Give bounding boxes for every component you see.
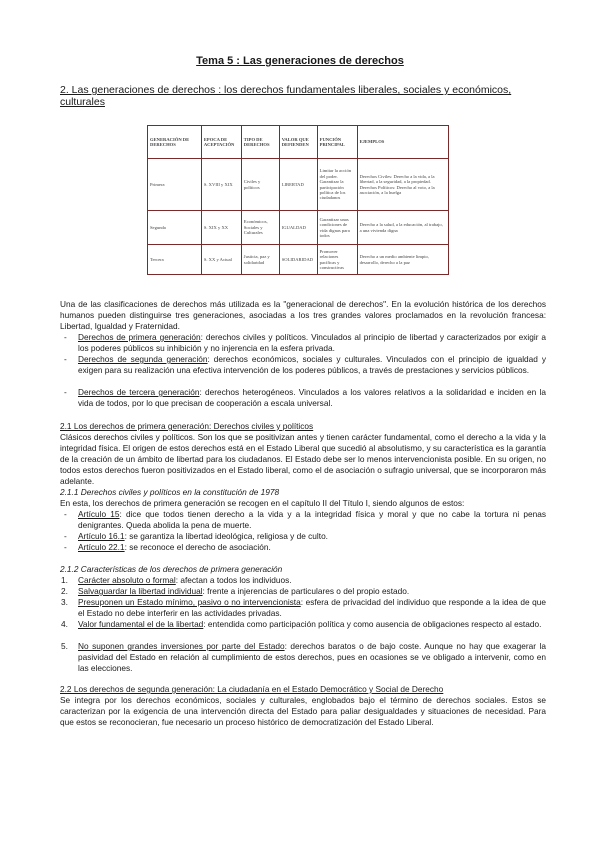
list-item-text: : derechos heterogéneos. Vinculados a los valores relativos a la solidaridad e inciden en la vida de todos, por lo que precisan de cooperación a escala universal. [78, 387, 546, 408]
table-cell: Derechos Civiles: Derecho a la vida, a la libertad, a la seguridad, a la propiedad. Derechos Políticos: Derecho al voto, a la asociación, a la huelga [357, 159, 448, 211]
table-cell: Derecho a un medio ambiente limpio, desarrollo, derecho a la paz [357, 245, 448, 275]
list-item-label: Artículo 16.1 [78, 531, 125, 541]
list-item [64, 509, 546, 531]
table-header-cell: VALOR QUE DEFIENDEN [279, 126, 317, 159]
table-cell: Económicos, Sociales y Culturales [241, 211, 279, 245]
list-number: 5. [61, 641, 68, 651]
list-number: 3. [61, 597, 68, 607]
dash-bullet: - [64, 332, 67, 342]
generations-table [147, 125, 449, 275]
table-cell: Derecho a la salud, a la educación, al trabajo, a una vivienda digna [357, 211, 448, 245]
dash-bullet: - [64, 354, 67, 364]
list-item-text: : se garantiza la libertad ideológica, religiosa y de culto. [124, 531, 328, 541]
table-cell: Primera [148, 159, 202, 211]
table-cell: Promover relaciones pacíficas y constructivas [317, 245, 357, 275]
section-title: 2.1 Los derechos de primera generación: Derechos civiles y políticos [60, 421, 314, 431]
list-item-text: : derechos baratos o de bajo coste. Aunque no hay que exagerar la pasividad del Estado en relación al cumplimiento de estos derechos, pues en ocasiones se ve obligado a intervenir, como en las elecciones. [78, 641, 546, 673]
list-item-text: : esfera de privacidad del individuo que responde a la idea de que el Estado no debe interferir en las actividades privadas. [78, 597, 546, 618]
table-header-cell: EJEMPLOS [357, 126, 448, 159]
table-cell: Civiles y políticos [241, 159, 279, 211]
list-number: 1. [61, 575, 68, 585]
table-header-cell: EPOCA DE ACEPTACIÓN [201, 126, 241, 159]
list-item-label: Presuponen un Estado mínimo, pasivo o no intervencionista [78, 597, 301, 607]
document-title: Tema 5 : Las generaciones de derechos [196, 55, 404, 67]
list-item-text: : afectan a todos los individuos. [175, 575, 292, 585]
list-item-label: Derechos de primera generación [78, 332, 201, 342]
list-item [61, 597, 546, 619]
section-paragraph: Se integra por los derechos económicos, sociales y culturales, englobados bajo el término de derechos sociales. Estos se caracterizan por la exigencia de una intervención directa del Estado para paliar desigualdades y situaciones de necesidad. Para que estos se reconocieran, fue necesario un proceso histórico de democratización del Estado Liberal. [60, 695, 546, 727]
list-item [64, 332, 546, 354]
table-cell: S. XIX y XX [201, 211, 241, 245]
table-cell: Tercera [148, 245, 202, 275]
section-paragraph: Clásicos derechos civiles y políticos. Son los que se positivizan antes y tienen carácter fundamental, como el derecho a la vida y la integridad física. El origen de estos derechos está en el Estado Liberal que sucedió al absolutismo, y su característica es la garantía de la creación de un ámbito de libertad para los ciudadanos. El Estado debe ser lo menos intervencionista posible. En su origen, no todos estos derechos fueron positivizados en el Estado liberal, como el de asociación o sufragio universal, que se incorporaron más adelante. [60, 432, 546, 486]
list-item-label: Salvaguardar la libertad individual [78, 586, 203, 596]
table-cell: Garantizar unas condiciones de vida dignas para todos [317, 211, 357, 245]
table-header-cell: GENERACIÓN DE DERECHOS [148, 126, 202, 159]
dash-bullet: - [64, 531, 67, 541]
section-paragraph: En esta, los derechos de primera generación se recogen en el capítulo II del Título I, siendo algunos de estos: [60, 498, 465, 508]
table-cell: Limitar la acción del poder. Garantizar la participación política de los ciudadanos [317, 159, 357, 211]
table-row [148, 245, 449, 275]
table-row [148, 159, 449, 211]
table-header-cell: TIPO DE DERECHOS [241, 126, 279, 159]
table-cell: LIBERTAD [279, 159, 317, 211]
list-item [61, 586, 546, 597]
list-item [61, 575, 546, 586]
list-item [64, 531, 546, 542]
intro-paragraph: Una de las clasificaciones de derechos más utilizada es la "generacional de derechos". En la evolución histórica de los derechos humanos pueden distinguirse tres generaciones, asociadas a los tres grandes valores proclamados en la revolución francesa: Libertad, Igualdad y Fraternidad. [60, 299, 546, 331]
dash-bullet: - [64, 542, 67, 552]
section-title: 2.1.1 Derechos civiles y políticos en la constitución de 1978 [60, 487, 280, 497]
dash-bullet: - [64, 509, 67, 519]
list-item [61, 619, 546, 630]
table-row [148, 211, 449, 245]
table-cell: Segunda [148, 211, 202, 245]
section-title: 2.1.2 Características de los derechos de primera generación [60, 564, 283, 574]
dash-bullet: - [64, 387, 67, 397]
table-cell: SOLIDARIDAD [279, 245, 317, 275]
list-item-label: Artículo 15 [78, 509, 120, 519]
list-item-text: : se reconoce el derecho de asociación. [124, 542, 271, 552]
list-item-text: : derechos económicos, sociales y culturales. Vinculados con el principio de igualdad y exigen para su realización una efectiva intervención de los poderes públicos, a través de prestaciones y servicios públicos. [78, 354, 546, 375]
section-heading: 2. Las generaciones de derechos : los derechos fundamentales liberales, sociales y económicos, culturales [60, 84, 512, 108]
list-item-label: Artículo 22.1 [78, 542, 125, 552]
list-item-label: Derechos de tercera generación [78, 387, 200, 397]
list-item [64, 387, 546, 409]
list-item-text: : frente a injerencias de particulares o del propio estado. [202, 586, 410, 596]
list-item [61, 641, 546, 674]
table-cell: IGUALDAD [279, 211, 317, 245]
list-item [64, 354, 546, 376]
table-cell: S. XVIII y XIX [201, 159, 241, 211]
list-item-label: No suponen grandes inversiones por parte del Estado [78, 641, 285, 651]
list-item [64, 542, 546, 553]
section-title: 2.2 Los derechos de segunda generación: La ciudadanía en el Estado Democrático y Social de Derecho [60, 684, 444, 694]
table-cell: Justicia, paz y solidaridad [241, 245, 279, 275]
table-header-cell: FUNCIÓN PRINCIPAL [317, 126, 357, 159]
list-number: 4. [61, 619, 68, 629]
list-item-text: : derechos civiles y políticos. Vinculados al principio de libertad y caracterizados por exigir a los poderes públicos su inhibición y no injerencia en la esfera privada. [78, 332, 546, 353]
table-header-row [148, 126, 449, 159]
list-number: 2. [61, 586, 68, 596]
list-item-text: : entendida como participación política y como ausencia de obligaciones respecto al estado. [203, 619, 542, 629]
list-item-label: Derechos de segunda generación [78, 354, 208, 364]
list-item-label: Carácter absoluto o formal [78, 575, 176, 585]
list-item-text: : dice que todos tienen derecho a la vida y a la integridad física y moral y que no cabe la tortura ni penas denigrantes. Queda abolida la pena de muerte. [78, 509, 546, 530]
list-item-label: Valor fundamental el de la libertad [78, 619, 204, 629]
table-cell: S. XX y Actual [201, 245, 241, 275]
